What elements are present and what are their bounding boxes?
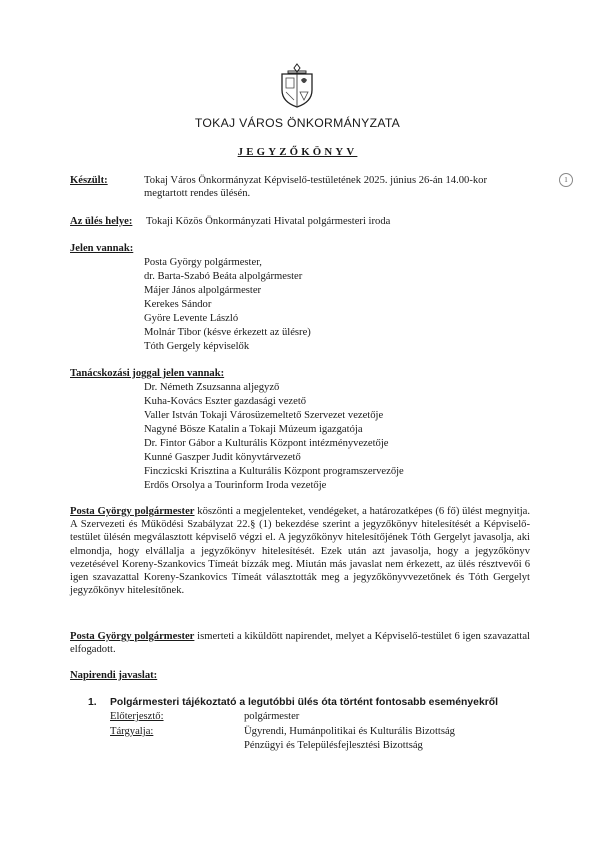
- paragraph-text: ismerteti a kiküldött napirendet, melyet a Képviselő-testület 6 igen szavazattal elfogadott.: [70, 631, 530, 656]
- advisory-item: Erdős Orsolya a Tourinform Iroda vezetője: [144, 480, 327, 491]
- present-item: Molnár Tibor (késve érkezett az ülésre): [144, 327, 311, 338]
- made-line-2: megtartott rendes ülésén.: [144, 188, 251, 199]
- coat-of-arms-icon: [278, 62, 316, 108]
- speaker-name: Posta György polgármester: [70, 631, 195, 642]
- made-line-1: Tokaj Város Önkormányzat Képviselő-testületének 2025. június 26-án 14.00-kor: [144, 175, 487, 186]
- agenda-label: Napirendi javaslat:: [70, 670, 158, 681]
- present-item: Tóth Gergely képviselők: [144, 341, 250, 352]
- margin-page-mark: 1: [559, 173, 573, 187]
- present-label: Jelen vannak:: [70, 243, 134, 254]
- present-item: Májer János alpolgármester: [144, 285, 262, 296]
- opening-paragraph: [70, 505, 530, 597]
- municipality-name: TOKAJ VÁROS ÖNKORMÁNYZATA: [194, 116, 401, 130]
- paragraph-text: köszönti a megjelenteket, vendégeket, a határozatképes (6 fő) ülést megnyitja. A Szervezeti és Működési Szabályzat 22.§ (1) bekezdése szerint a jegyzőkönyv hitelesítését a Képviselő-testület ülésén megválasztott képviselő végzi el. A jegyzőkönyv hitelesítőjének Tóth Gergelyt javasolja, aki elmondja, hogy elvállalja a jegyzőkönyv hitelesítését. Ezek után azt javasolja, hogy a jegyzőkönyv vezetésével Koreny-Szankovics Tímeát bízzák meg. Miután más javaslat nem érkezett, az ülés résztvevői 6 igen szavazattal Koreny-Szankovics Tímeát választották meg a jegyzőkönyvvezetőnek és Tóth Gergelyt jegyzőkönyv hitelesítőnek.: [70, 506, 530, 597]
- present-item: Kerekes Sándor: [144, 299, 212, 310]
- advisory-item: Valler István Tokaji Városüzemeltető Szervezet vezetője: [144, 410, 384, 421]
- advisory-item: Dr. Fintor Gábor a Kulturális Központ intézményvezetője: [144, 438, 389, 449]
- advisory-item: Dr. Németh Zsuzsanna aljegyző: [144, 382, 280, 393]
- venue-label: Az ülés helye:: [70, 216, 133, 227]
- advisory-label: Tanácskozási joggal jelen vannak:: [70, 368, 225, 379]
- presenter-label: Előterjesztő:: [110, 711, 164, 722]
- present-item: Posta György polgármester,: [144, 257, 262, 268]
- document-title: JEGYZŐKÖNYV: [237, 146, 358, 158]
- speaker-name: Posta György polgármester: [70, 506, 195, 517]
- made-label: Készült:: [70, 175, 108, 186]
- discussed-committee: Ügyrendi, Humánpolitikai és Kulturális Bizottság: [244, 726, 455, 737]
- advisory-item: Finczicski Krisztina a Kulturális Központ programszervezője: [144, 466, 404, 477]
- agenda-item-title: Polgármesteri tájékoztató a legutóbbi ülés óta történt fontosabb eseményekről: [110, 697, 498, 708]
- venue-text: Tokaji Közös Önkormányzati Hivatal polgármesteri iroda: [146, 216, 391, 227]
- discussed-committee: Pénzügyi és Településfejlesztési Bizottság: [244, 740, 423, 751]
- present-item: Györe Levente László: [144, 313, 239, 324]
- advisory-item: Kunné Gaszper Judit könyvtárvezető: [144, 452, 301, 463]
- advisory-item: Kuha-Kovács Eszter gazdasági vezető: [144, 396, 307, 407]
- present-item: dr. Barta-Szabó Beáta alpolgármester: [144, 271, 303, 282]
- advisory-item: Nagyné Bösze Katalin a Tokaji Múzeum igazgatója: [144, 424, 363, 435]
- presenter-value: polgármester: [244, 711, 300, 722]
- agenda-paragraph: [70, 630, 530, 656]
- discussed-label: Tárgyalja:: [110, 726, 154, 737]
- agenda-item-number: 1.: [88, 697, 97, 708]
